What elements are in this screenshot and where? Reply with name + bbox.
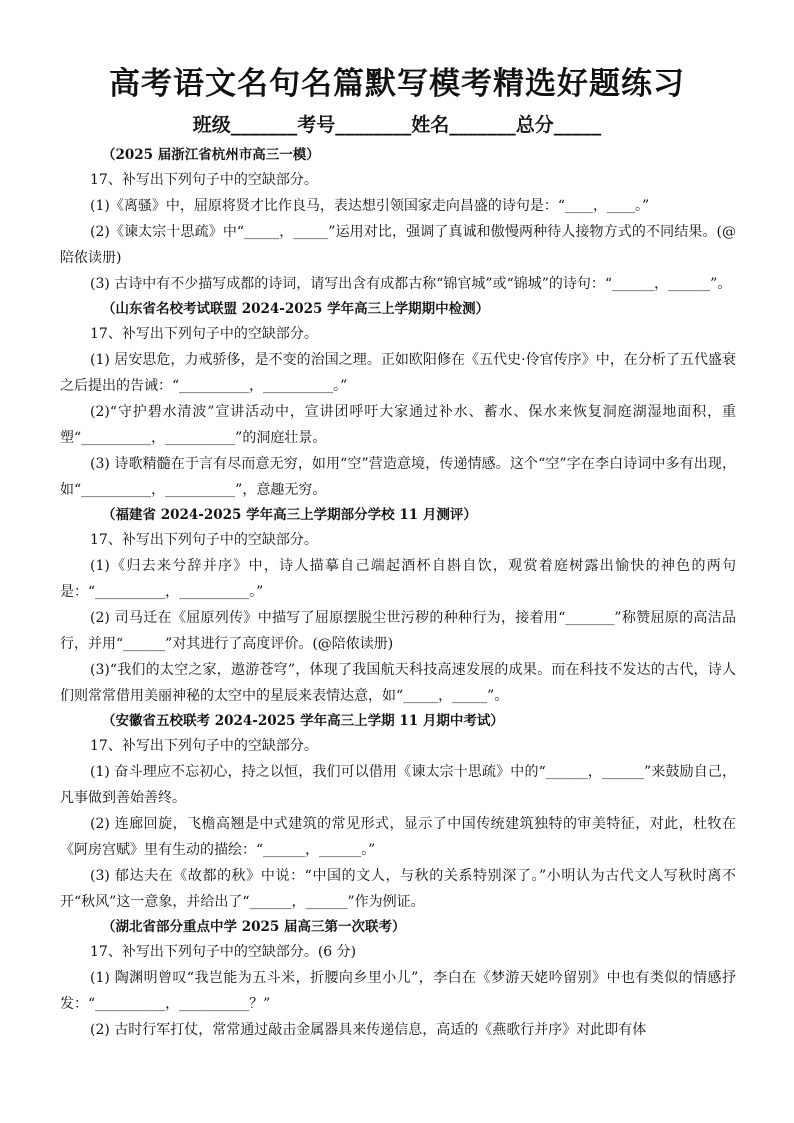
question-stem: 17、补写出下列句子中的空缺部分。 xyxy=(90,738,318,754)
question-stem: 17、补写出下列句子中的空缺部分。 xyxy=(90,172,318,188)
question-item: (1) 陶渊明曾叹“我岂能为五斗米，折腰向乡里小儿”，李白在《梦游天姥吟留别》中也有类似的情感抒发：“__________，__________？” xyxy=(60,970,736,1012)
question-item: (2) 司马迁在《屈原列传》中描写了屈原摆脱尘世污秽的种种行为，接着用“_______”称赞屈原的高洁品行，并用“______”对其进行了高度评价。(@陪侬读册) xyxy=(60,610,736,652)
section-source: （湖北省部分重点中学 2025 届高三第一次联考） xyxy=(102,919,406,935)
question-item: (3)“我们的太空之家，遨游苍穹”，体现了我国航天科技高速发展的成果。而在科技不发达的古代，诗人们则常常借用美丽神秘的太空中的星辰来表情达意，如“_____，_____”。 xyxy=(60,662,736,704)
question-item: (1)《归去来兮辞并序》中，诗人描摹自己端起酒杯自斟自饮，观赏着庭树露出愉快的神色的两句是：“__________，__________。” xyxy=(60,558,736,600)
question-item: (3) 诗歌精髓在于言有尽而意无穷，如用“空”营造意境，传递情感。这个“空”字在李白诗词中多有出现，如“__________，__________”，意趣无穷。 xyxy=(60,456,736,498)
question-item: (2) 古时行军打仗，常常通过敲击金属器具来传递信息，高适的《燕歌行并序》对此即有体 xyxy=(90,1022,647,1038)
question-item: (2)《谏太宗十思疏》中“_____，_____”运用对比，强调了真诚和傲慢两种待人接物方式的不同结果。(@陪侬读册) xyxy=(60,224,736,266)
section-source: （福建省 2024-2025 学年高三上学期部分学校 11 月测评） xyxy=(102,507,477,523)
question-stem: 17、补写出下列句子中的空缺部分。 xyxy=(90,532,318,548)
question-item: (3) 郁达夫在《故都的秋》中说：“中国的文人，与秋的关系特别深了。”小明认为古代文人写秋时离不开“秋风”这一意象，并给出了“______，______”作为例证。 xyxy=(60,868,736,910)
question-item: (1) 居安思危，力戒骄侈，是不变的治国之理。正如欧阳修在《五代史·伶官传序》中，在分析了五代盛衰之后提出的告诫：“__________，__________。” xyxy=(60,352,736,394)
page-title: 高考语文名句名篇默写模考精选好题练习 xyxy=(109,66,685,102)
student-info-line: 班级_______考号________姓名_______总分_____ xyxy=(192,114,602,136)
question-list xyxy=(60,143,736,1043)
question-stem: 17、补写出下列句子中的空缺部分。 xyxy=(90,326,318,342)
question-item: (2)“守护碧水清波”宣讲活动中，宣讲团呼吁大家通过补水、蓄水、保水来恢复洞庭湖湿地面积，重塑“__________，__________”的洞庭壮景。 xyxy=(60,404,736,446)
question-item: (1) 奋斗理应不忘初心，持之以恒，我们可以借用《谏太宗十思疏》中的“______，______”来鼓励自己，凡事做到善始善终。 xyxy=(60,764,736,806)
section-source: （山东省名校考试联盟 2024-2025 学年高三上学期期中检测） xyxy=(102,301,490,317)
question-item: (3) 古诗中有不少描写成都的诗词，请写出含有成都古称“锦官城”或“锦城”的诗句：“______，______”。 xyxy=(90,276,732,292)
question-item: (2) 连廊回旋，飞檐高翘是中式建筑的常见形式，显示了中国传统建筑独特的审美特征，对此，杜牧在《阿房宫赋》里有生动的描绘：“______，______。” xyxy=(60,816,736,858)
section-source: （2025 届浙江省杭州市高三一模） xyxy=(102,147,320,163)
question-stem: 17、补写出下列句子中的空缺部分。(6 分) xyxy=(90,944,357,960)
question-item: (1)《离骚》中，屈原将贤才比作良马，表达想引领国家走向昌盛的诗句是：“____，____。” xyxy=(90,198,650,214)
section-source: （安徽省五校联考 2024-2025 学年高三上学期 11 月期中考试） xyxy=(102,713,504,729)
